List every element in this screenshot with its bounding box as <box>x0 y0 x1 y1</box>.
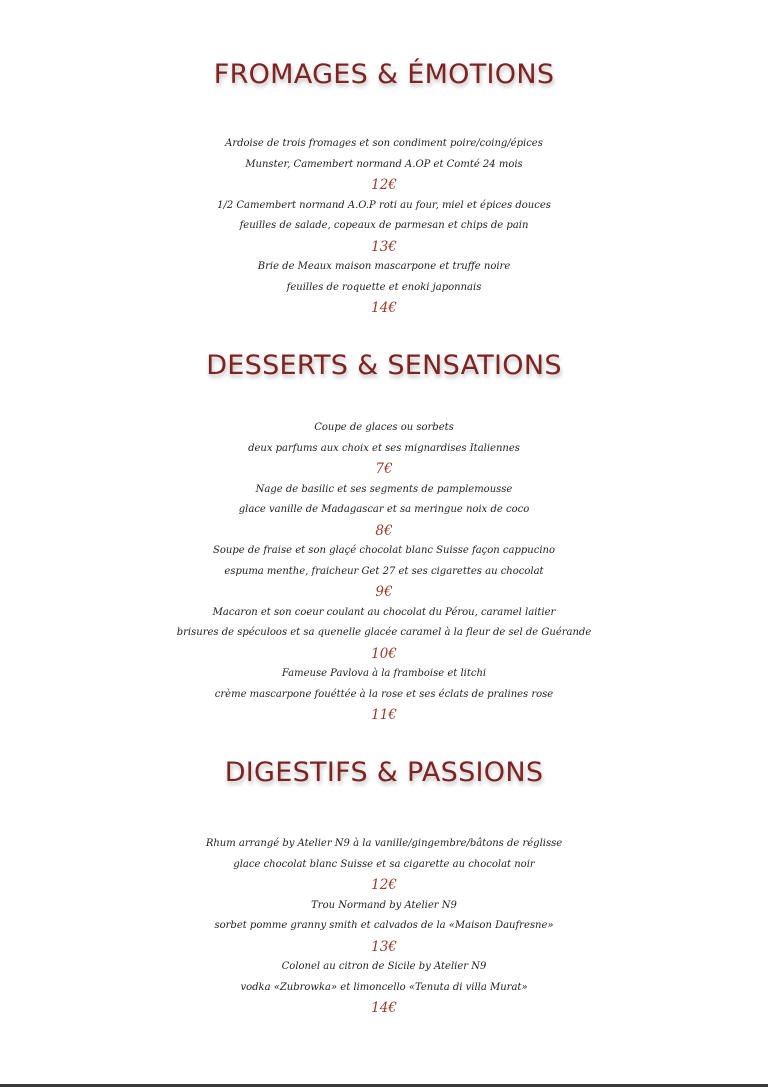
section-title: FROMAGES & ÉMOTIONS <box>213 59 555 90</box>
item-name: Soupe de fraise et son glaçé chocolat blanc Suisse façon cappucino <box>213 545 555 556</box>
item-price: 7€ <box>375 461 393 477</box>
item-price: 12€ <box>371 877 397 893</box>
item-description: crème mascarpone fouéttée à la rose et ses éclats de pralines rose <box>214 688 554 700</box>
item-price: 8€ <box>375 522 393 539</box>
item-description: glace chocolat blanc Suisse et sa cigarette au chocolat noir <box>233 858 535 870</box>
menu-item <box>0 541 768 603</box>
menu-item <box>0 603 768 665</box>
item-name: Nage de basilic et ses segments de pamplemousse <box>255 483 513 495</box>
item-price: 13€ <box>371 938 397 955</box>
item-list <box>0 418 768 726</box>
item-price: 14€ <box>371 1000 397 1016</box>
item-name: Ardoise de trois fromages et son condiment poire/coing/épices <box>225 138 543 149</box>
item-price: 9€ <box>375 584 393 600</box>
item-name: Brie de Meaux maison mascarpone et truffe noire <box>257 261 511 272</box>
menu-item <box>0 257 768 319</box>
item-description: feuilles de salade, copeaux de parmesan et chips de pain <box>239 220 529 231</box>
item-name: Fameuse Pavlova à la framboise et litchi <box>281 668 487 679</box>
menu-item <box>0 196 768 258</box>
item-price: 14€ <box>371 300 397 316</box>
item-name: Coupe de glaces ou sorbets <box>314 422 454 433</box>
item-description: espuma menthe, fraicheur Get 27 et ses cigarettes au chocolat <box>224 565 544 577</box>
item-description: Munster, Camembert normand A.OP et Comté 24 mois <box>245 158 523 170</box>
item-list <box>0 134 768 319</box>
item-name: 1/2 Camembert normand A.O.P roti au four, miel et épices douces <box>217 199 551 211</box>
section-desserts <box>0 349 768 726</box>
item-name: Macaron et son coeur coulant au chocolat du Pérou, caramel laitier <box>212 606 556 618</box>
item-price: 12€ <box>371 177 397 193</box>
item-name: Trou Normand by Atelier N9 <box>311 899 457 911</box>
item-description: sorbet pomme granny smith et calvados de la «Maison Daufresne» <box>214 920 554 931</box>
item-price: 10€ <box>371 645 397 662</box>
menu-item <box>0 134 768 196</box>
item-name: Rhum arrangé by Atelier N9 à la vanille/gingembre/bâtons de réglisse <box>205 838 563 849</box>
section-title: DIGESTIFS & PASSIONS <box>224 757 544 788</box>
item-description: brisures de spéculoos et sa quenelle glacée caramel à la fleur de sel de Guérande <box>176 627 592 638</box>
item-description: glace vanille de Madagascar et sa meringue noix de coco <box>238 504 530 515</box>
item-description: feuilles de roquette et enoki japonnais <box>286 281 482 293</box>
item-name: Colonel au citron de Sicile by Atelier N9 <box>281 961 487 972</box>
section-fromages <box>0 58 768 319</box>
menu-item <box>0 896 768 958</box>
menu-item <box>0 834 768 896</box>
item-description: vodka «Zubrowka» et limoncello «Tenuta di villa Murat» <box>240 981 528 993</box>
section-digestifs <box>0 756 768 1019</box>
item-price: 11€ <box>371 707 397 723</box>
item-description: deux parfums aux choix et ses mignardises Italiennes <box>248 442 520 454</box>
menu-item <box>0 957 768 1019</box>
menu-item <box>0 418 768 480</box>
section-title: DESSERTS & SENSATIONS <box>206 350 562 381</box>
item-price: 13€ <box>371 238 397 255</box>
menu-item <box>0 480 768 542</box>
menu-item <box>0 664 768 726</box>
item-list <box>0 834 768 1019</box>
